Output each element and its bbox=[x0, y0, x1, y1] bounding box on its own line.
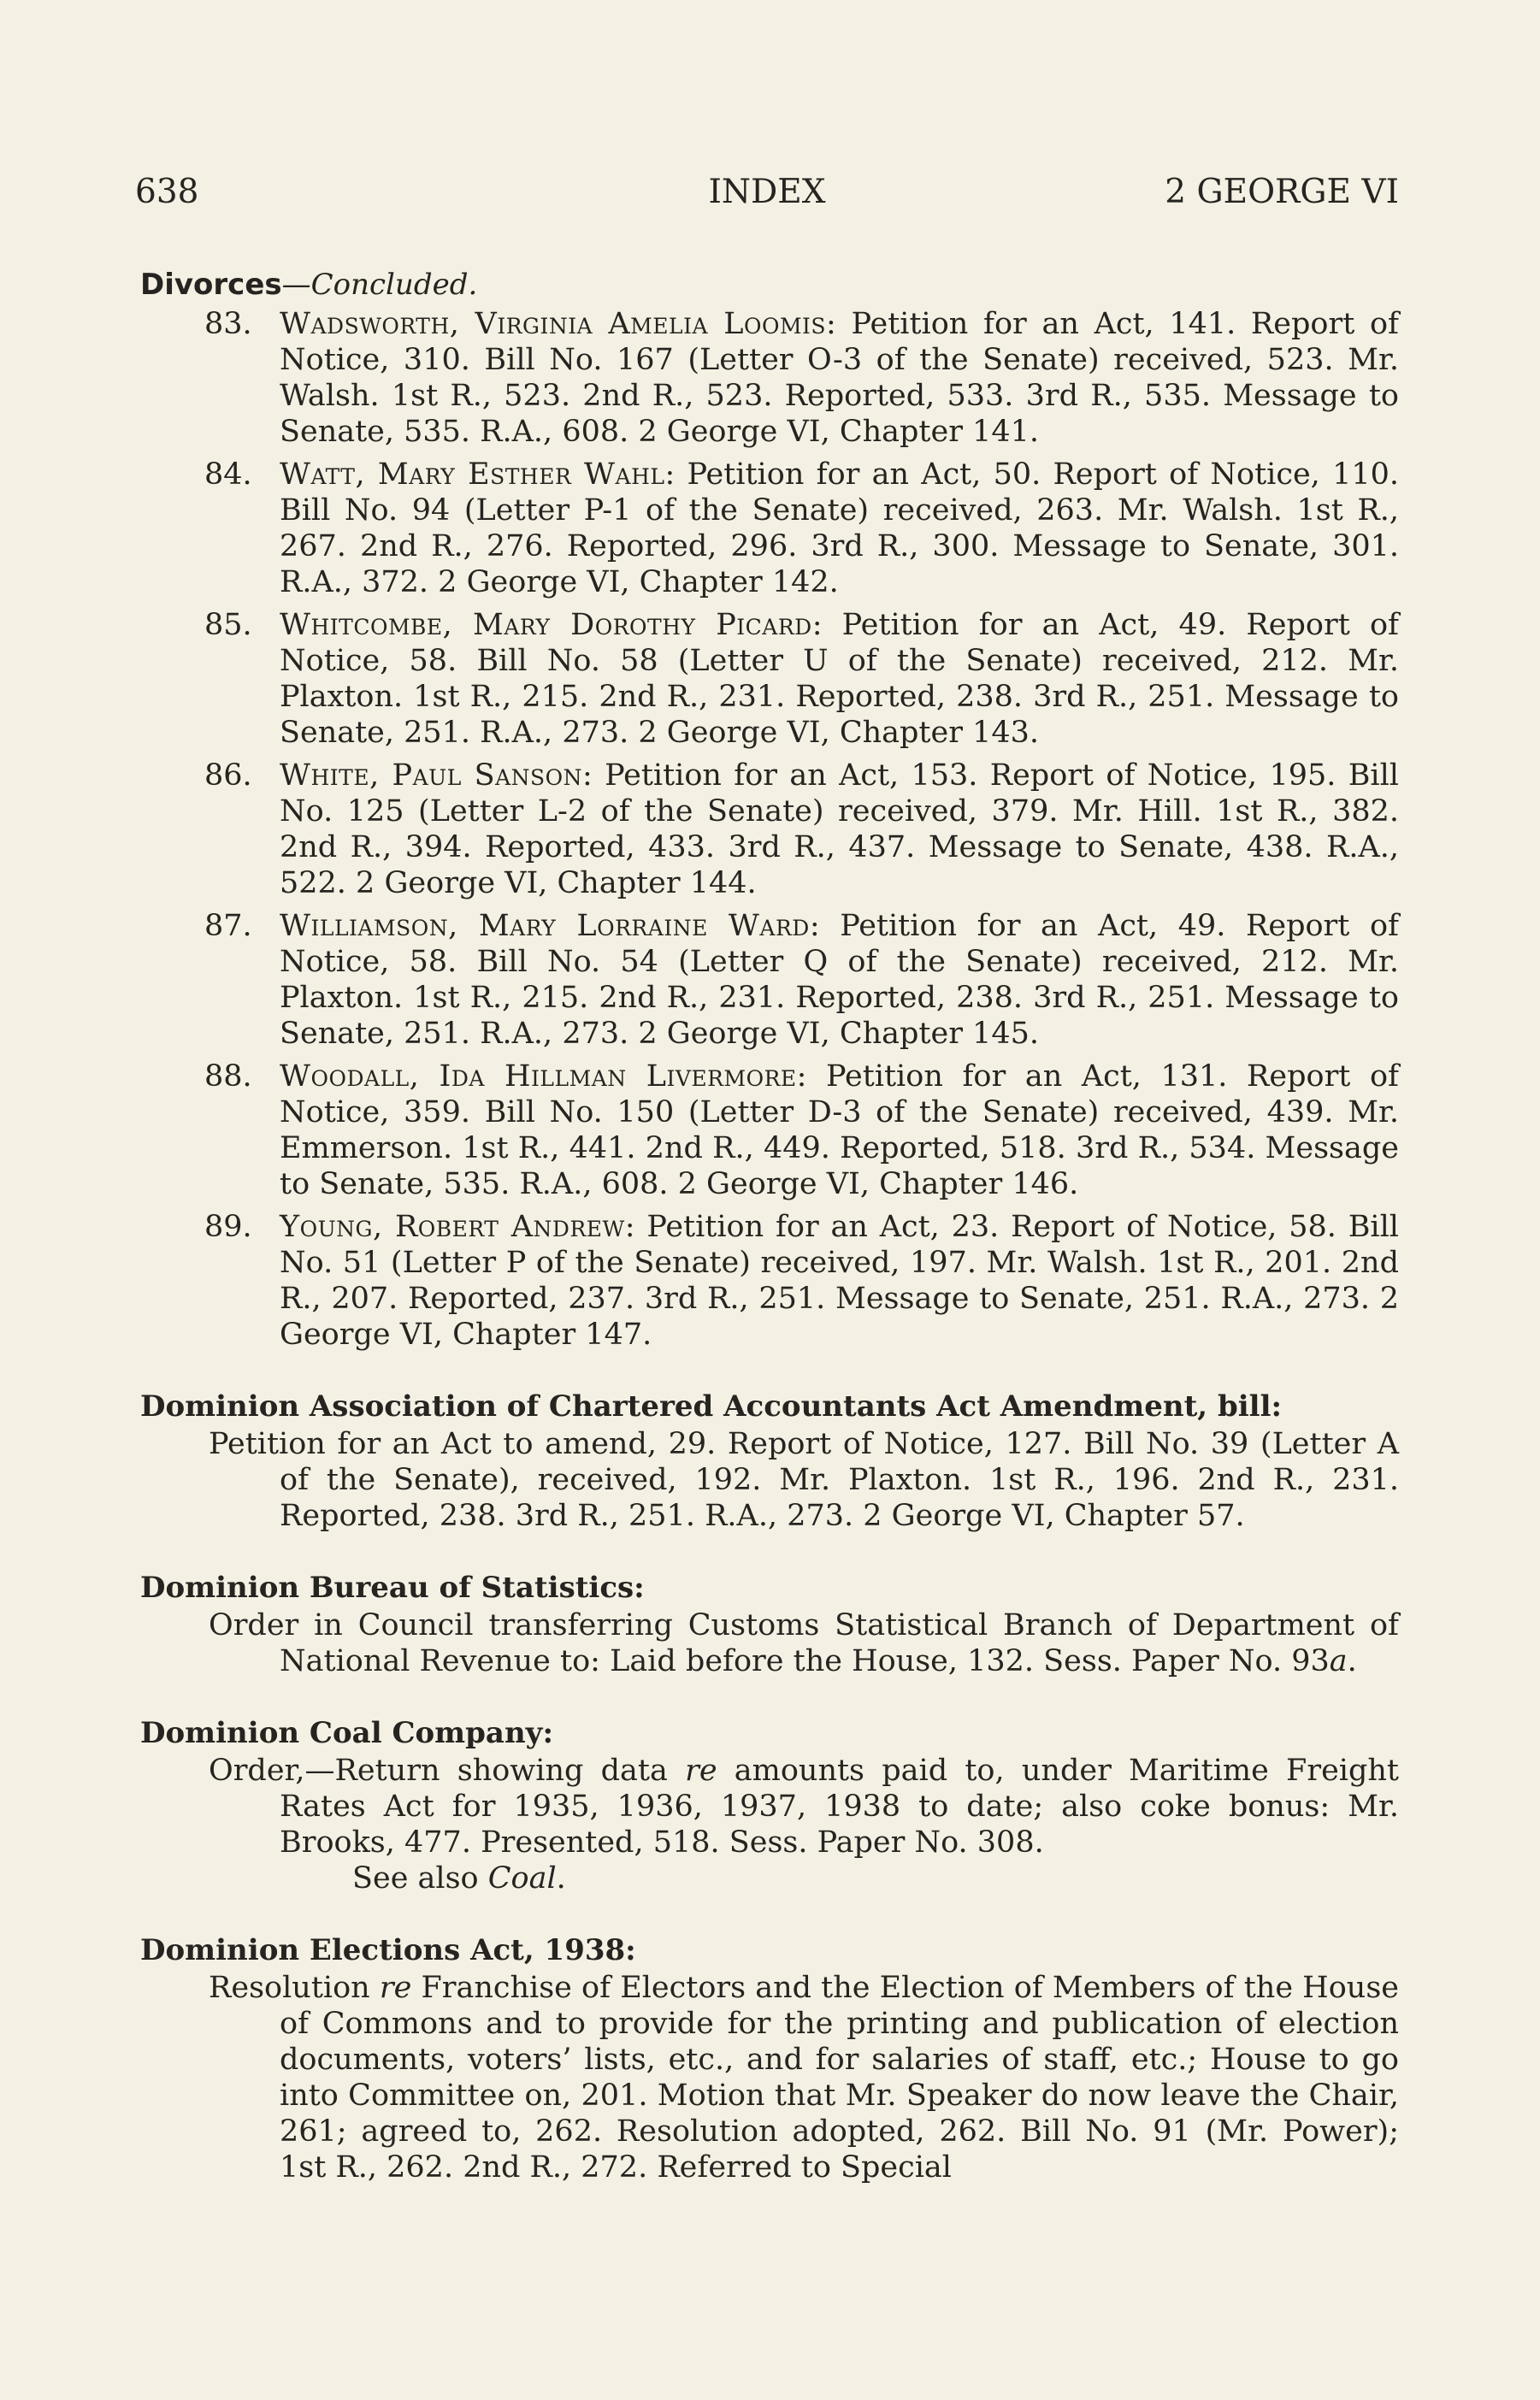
running-header bbox=[135, 171, 1399, 222]
paragraph-text: Order in Council transferring Customs Statistical Branch of Department of National Revenue to: Laid before the House, 132. Sess. Paper No. 93 bbox=[209, 1608, 1399, 1678]
see-also-link: Coal bbox=[487, 1861, 557, 1896]
entry-name: Woodall, Ida Hillman Livermore bbox=[280, 1059, 797, 1094]
continued-heading bbox=[140, 267, 1399, 303]
index-body bbox=[140, 267, 1399, 2185]
subject-heading: Dominion Bureau of Statistics: bbox=[140, 1571, 645, 1605]
entry-text: : Petition for an Act, 50. Report of Notice, 110. Bill No. 94 (Letter P-1 of the Senate) received, 263. Mr. Walsh. 1st R., 267. 2nd R., 276. Reported, 296. 3rd R., 300. Message to Senate, 301. R.A., 372. 2 George VI, Chapter 142. bbox=[280, 457, 1399, 599]
see-also-prefix: See also bbox=[352, 1861, 488, 1896]
entry-number: 83. bbox=[204, 307, 252, 341]
entry-number: 85. bbox=[204, 608, 252, 642]
continued-heading-word: Divorces bbox=[140, 268, 282, 302]
subject-paragraph bbox=[140, 1970, 1399, 2185]
divorce-entries bbox=[140, 306, 1399, 1353]
entry-name: White, Paul Sanson bbox=[280, 758, 583, 793]
paragraph-text: Petition for an Act to amend, 29. Report of Notice, 127. Bill No. 39 (Letter A of the Senate), received, 192. Mr. Plaxton. 1st R., 196. 2nd R., 231. Reported, 238. 3rd R., 251. R.A., 273. 2 George VI, Chapter 57. bbox=[209, 1427, 1399, 1533]
header-title: INDEX bbox=[708, 173, 826, 211]
index-entry bbox=[140, 758, 1399, 901]
entry-text: : Petition for an Act, 49. Report of Notice, 58. Bill No. 58 (Letter U of the Senate) received, 212. Mr. Plaxton. 1st R., 215. 2nd R., 231. Reported, 238. 3rd R., 251. Message to Senate, 251. R.A., 273. 2 George VI, Chapter 143. bbox=[280, 608, 1399, 750]
paragraph-text-end: . bbox=[1347, 1644, 1357, 1678]
entry-text: : Petition for an Act, 131. Report of Notice, 359. Bill No. 150 (Letter D-3 of the Senate) received, 439. Mr. Emmerson. 1st R., 441. 2nd R., 449. Reported, 518. 3rd R., 534. Message to Senate, 535. R.A., 608. 2 George VI, Chapter 146. bbox=[280, 1059, 1399, 1201]
paragraph-italic: re bbox=[379, 1971, 412, 2005]
entry-name: Wadsworth, Virginia Amelia Loomis bbox=[280, 307, 827, 341]
entry-text: : Petition for an Act, 23. Report of Notice, 58. Bill No. 51 (Letter P of the Senate) received, 197. Mr. Walsh. 1st R., 201. 2nd R., 207. Reported, 237. 3rd R., 251. Message to Senate, 251. R.A., 273. 2 George VI, Chapter 147. bbox=[280, 1210, 1399, 1352]
paragraph-italic: a bbox=[1329, 1644, 1348, 1678]
index-entry bbox=[140, 607, 1399, 751]
see-also-suffix: . bbox=[556, 1861, 566, 1896]
index-entry bbox=[140, 908, 1399, 1052]
paragraph-italic: re bbox=[685, 1754, 717, 1788]
entry-number: 86. bbox=[204, 758, 252, 793]
index-entry bbox=[140, 1209, 1399, 1353]
subject-heading: Dominion Elections Act, 1938: bbox=[140, 1933, 636, 1967]
subject-paragraph bbox=[140, 1753, 1399, 1860]
page-number: 638 bbox=[135, 173, 199, 211]
subject-chartered-accountants bbox=[140, 1389, 1399, 1534]
subject-heading: Dominion Association of Chartered Accountants Act Amendment, bill: bbox=[140, 1389, 1283, 1424]
entry-name: Watt, Mary Esther Wahl bbox=[280, 457, 665, 492]
entry-number: 89. bbox=[204, 1210, 252, 1244]
subject-heading: Dominion Coal Company: bbox=[140, 1716, 553, 1750]
continued-heading-suffix: —Concluded. bbox=[281, 268, 478, 302]
subject-paragraph bbox=[140, 1607, 1399, 1679]
index-entry bbox=[140, 1058, 1399, 1202]
entry-text: : Petition for an Act, 49. Report of Notice, 58. Bill No. 54 (Letter Q of the Senate) received, 212. Mr. Plaxton. 1st R., 215. 2nd R., 231. Reported, 238. 3rd R., 251. Message to Senate, 251. R.A., 273. 2 George VI, Chapter 145. bbox=[280, 909, 1399, 1051]
subject-paragraph bbox=[140, 1426, 1399, 1534]
entry-name: Williamson, Mary Lorraine Ward bbox=[280, 909, 810, 943]
entry-name: Whitcombe, Mary Dorothy Picard bbox=[280, 608, 812, 642]
header-reign: 2 GEORGE VI bbox=[1165, 173, 1399, 211]
paragraph-text-end: amounts paid to, under Maritime Freight Rates Act for 1935, 1936, 1937, 1938 to date; also coke bonus: Mr. Brooks, 477. Presented, 518. Sess. Paper No. 308. bbox=[280, 1754, 1399, 1860]
subject-coal-company bbox=[140, 1715, 1399, 1896]
entry-name: Young, Robert Andrew bbox=[280, 1210, 625, 1244]
paragraph-text-end: Franchise of Electors and the Election of Members of the House of Commons and to provide for the printing and publication of election documents, voters’ lists, etc., and for salaries of staff, etc.; House to go into Committee on, 201. Motion that Mr. Speaker do now leave the Chair, 261; agreed to, 262. Resolution adopted, 262. Bill No. 91 (Mr. Power); 1st R., 262. 2nd R., 272. Referred to Special bbox=[280, 1971, 1399, 2185]
index-entry bbox=[140, 306, 1399, 450]
subject-bureau-of-statistics bbox=[140, 1570, 1399, 1679]
entry-number: 87. bbox=[204, 909, 252, 943]
see-also-reference bbox=[140, 1860, 1399, 1896]
paragraph-text: Order,—Return showing data bbox=[209, 1754, 686, 1788]
entry-text: : Petition for an Act, 153. Report of Notice, 195. Bill No. 125 (Letter L-2 of the Senate) received, 379. Mr. Hill. 1st R., 382. 2nd R., 394. Reported, 433. 3rd R., 437. Message to Senate, 438. R.A., 522. 2 George VI, Chapter 144. bbox=[280, 758, 1399, 900]
entry-text: : Petition for an Act, 141. Report of Notice, 310. Bill No. 167 (Letter O-3 of the Senate) received, 523. Mr. Walsh. 1st R., 523. 2nd R., 523. Reported, 533. 3rd R., 535. Message to Senate, 535. R.A., 608. 2 George VI, Chapter 141. bbox=[280, 307, 1399, 449]
paragraph-text: Resolution bbox=[209, 1971, 380, 2005]
subject-elections-act bbox=[140, 1932, 1399, 2185]
entry-number: 84. bbox=[204, 457, 252, 492]
entry-number: 88. bbox=[204, 1059, 252, 1094]
index-entry bbox=[140, 457, 1399, 600]
